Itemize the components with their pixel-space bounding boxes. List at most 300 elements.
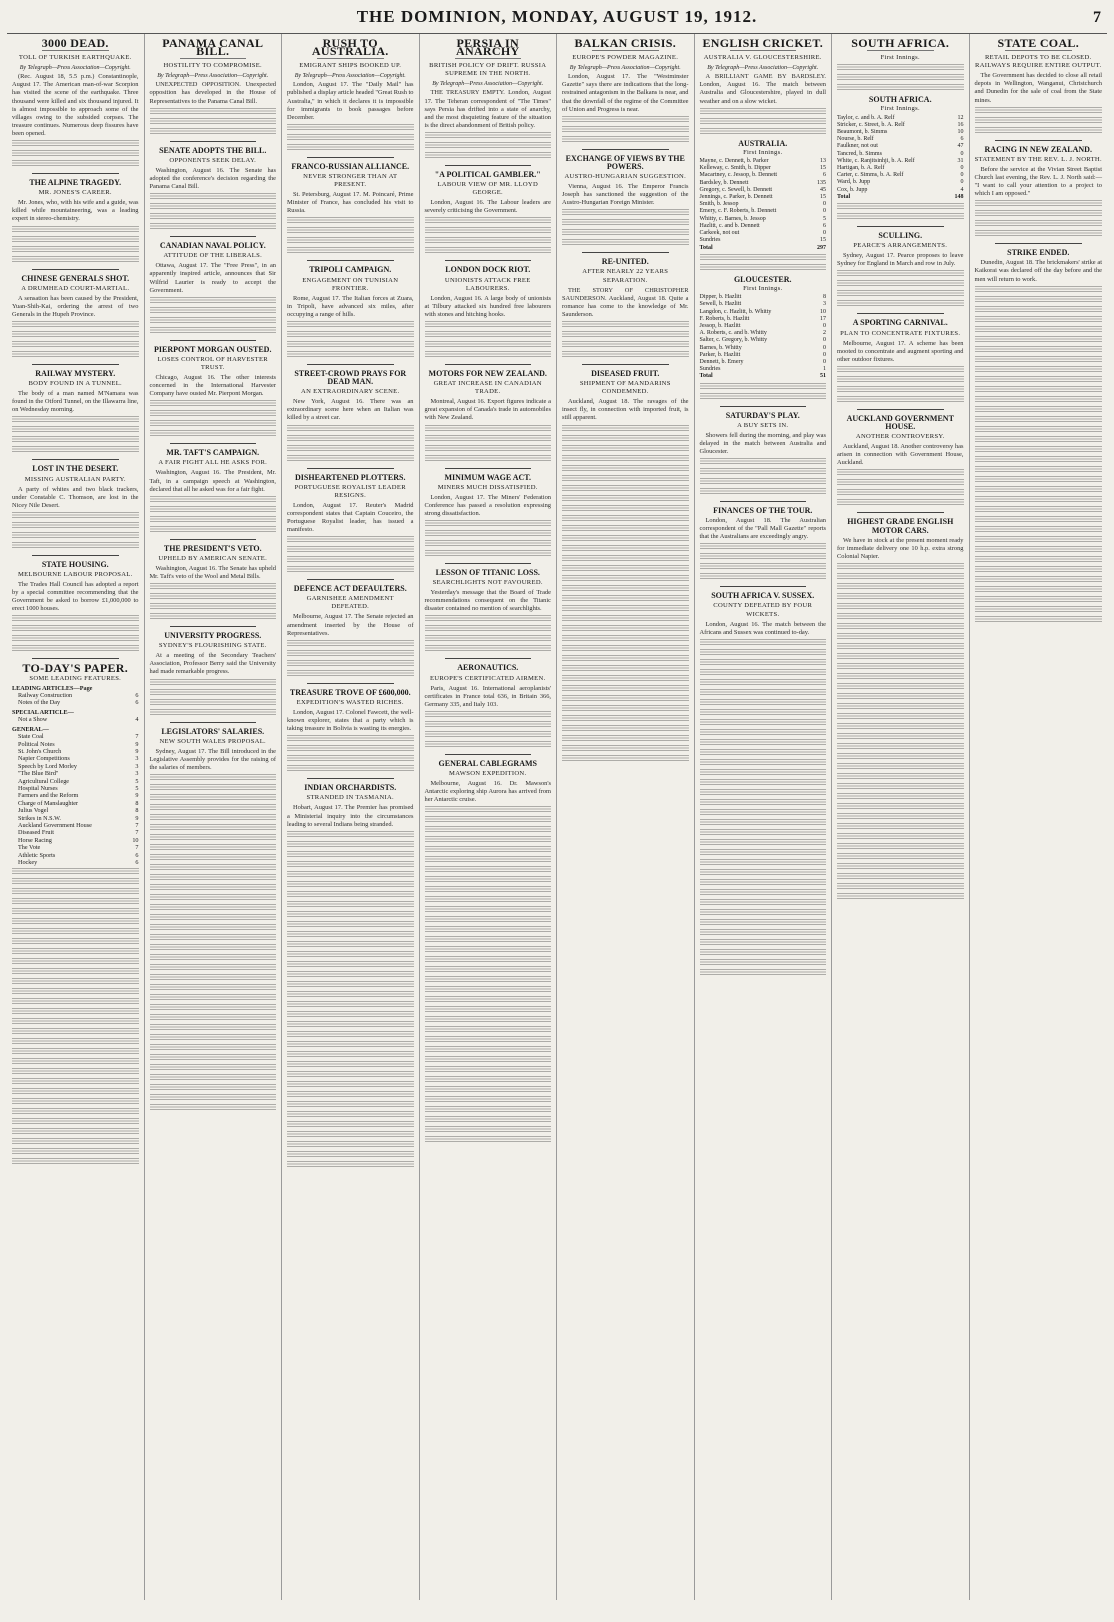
text-filler xyxy=(287,1131,414,1139)
section-body: Washington, August 16. The Senate has upheld Mr. Taft's veto of the Wool and Metal Bills. xyxy=(149,564,276,580)
feature-item xyxy=(12,785,139,792)
text-filler xyxy=(700,759,827,767)
section-subhead: COUNTY DEFEATED BY FOUR WICKETS. xyxy=(713,602,813,618)
text-filler xyxy=(12,1128,139,1136)
section-headline: STREET-CROWD PRAYS FOR DEAD MAN. xyxy=(294,368,407,387)
headline: RUSH TO AUSTRALIA. xyxy=(311,36,389,59)
section-rule xyxy=(445,658,532,659)
text-filler xyxy=(425,152,552,160)
feature-item xyxy=(12,852,139,859)
text-filler xyxy=(562,136,689,144)
text-filler xyxy=(287,755,414,763)
text-filler xyxy=(150,430,277,438)
text-filler xyxy=(700,819,827,827)
scorecard xyxy=(700,140,827,252)
text-filler xyxy=(837,893,964,901)
text-filler xyxy=(837,623,964,631)
text-filler xyxy=(562,455,689,463)
feature-page: 9 xyxy=(135,747,139,755)
section-body: We have in stock at the present moment ready for immediate delivery one 10 h.p. extra strong Colonial Napier. xyxy=(837,536,964,560)
text-filler xyxy=(700,779,827,787)
feature-label: St. John's Church xyxy=(18,747,62,755)
batsman: Dipper, b. Hazlitt xyxy=(699,294,742,301)
text-filler xyxy=(562,505,689,513)
text-filler xyxy=(425,1016,552,1024)
text-filler xyxy=(425,615,552,623)
section-subhead: MINERS MUCH DISSATISFIED. xyxy=(437,483,538,491)
text-filler xyxy=(150,1064,277,1072)
text-filler xyxy=(837,673,964,681)
column-3 xyxy=(282,34,420,1600)
runs: 15 xyxy=(820,237,826,244)
section-body: Sydney, August 17. The Bill introduced in the Legislative Assembly provides for the raising of the salaries of members. xyxy=(149,747,276,771)
text-filler xyxy=(287,124,414,132)
runs: 10 xyxy=(820,308,826,315)
text-filler xyxy=(150,834,277,842)
text-filler xyxy=(425,237,552,245)
text-filler xyxy=(562,555,689,563)
text-filler xyxy=(700,679,827,687)
text-filler xyxy=(562,229,689,237)
scorecard-row xyxy=(700,352,827,359)
section-subhead: MELBOURNE LABOUR PROPOSAL. xyxy=(17,571,133,578)
batsman: Salter, c. Gregory, b. Whitty xyxy=(699,337,768,344)
section-subhead: AN EXTRAORDINARY SCENE. xyxy=(301,388,400,396)
feature-item xyxy=(12,822,139,829)
text-filler xyxy=(425,1036,552,1044)
text-filler xyxy=(287,1031,414,1039)
section-subhead: MAWSON EXPEDITION. xyxy=(449,770,527,778)
scorecard-row xyxy=(837,179,964,186)
text-filler xyxy=(12,522,139,530)
text-filler xyxy=(700,839,827,847)
section-body: The Trades Hall Council has adopted a report by a special committee recommending that the Government be asked to borrow £1,000,000 to erect 1000 houses. xyxy=(12,581,139,613)
text-filler xyxy=(975,526,1103,534)
text-filler xyxy=(425,331,552,339)
runs: 5 xyxy=(823,215,826,222)
text-filler xyxy=(975,546,1103,554)
text-filler xyxy=(975,346,1103,354)
text-filler xyxy=(12,512,139,520)
runs: 135 xyxy=(817,179,826,186)
text-filler xyxy=(700,108,827,116)
text-filler xyxy=(975,376,1103,384)
text-filler xyxy=(150,108,277,116)
batsman: Parker, b. Hazlitt xyxy=(699,351,741,358)
text-filler xyxy=(287,991,414,999)
section-body: Chicago, August 16. The other interests concerned in the International Harvester Company have ousted Mr. Pierpont Morgan. xyxy=(149,373,276,398)
divider xyxy=(1005,50,1073,51)
section-rule xyxy=(170,236,257,237)
text-filler xyxy=(150,213,277,221)
text-filler xyxy=(700,879,827,887)
section-body: London, August 17. The Miners' Federation Conference has passed a resolution expressing strong dissatisfaction. xyxy=(424,493,551,517)
scorecard-row xyxy=(700,216,827,223)
feature-page: 6 xyxy=(135,851,139,859)
text-filler xyxy=(700,488,827,496)
section-headline: LOST IN THE DESERT. xyxy=(32,464,119,474)
feature-label: Athletic Sports xyxy=(18,851,56,859)
text-filler xyxy=(287,566,414,574)
text-filler xyxy=(425,1076,552,1084)
section-body: Melbourne, August 17. A scheme has been mooted to concentrate and augment sporting and other outdoor fixtures. xyxy=(837,339,964,363)
text-filler xyxy=(12,938,139,946)
section-subhead: AFTER NEARLY 22 YEARS SEPARATION. xyxy=(582,268,669,284)
text-filler xyxy=(837,713,964,721)
text-filler xyxy=(975,356,1103,364)
masthead-title: THE DOMINION, MONDAY, AUGUST 19, 1912. xyxy=(356,7,758,26)
text-filler xyxy=(975,336,1103,344)
text-filler xyxy=(837,396,964,404)
text-filler xyxy=(287,891,414,899)
divider xyxy=(42,50,109,51)
section-rule xyxy=(307,260,394,261)
text-filler xyxy=(150,679,277,687)
feature-item xyxy=(12,685,139,692)
text-filler xyxy=(425,711,552,719)
section-body: Sydney, August 17. Pearce proposes to leave Sydney for England in March and row in July. xyxy=(837,252,964,268)
text-filler xyxy=(975,516,1103,524)
section-rule xyxy=(445,468,532,469)
text-filler xyxy=(837,386,964,394)
text-filler xyxy=(150,307,277,315)
text-filler xyxy=(12,446,139,454)
text-filler xyxy=(287,351,414,359)
section-headline: MINIMUM WAGE ACT. xyxy=(444,472,532,482)
feature-item xyxy=(12,837,139,844)
scorecard-team: GLOUCESTER. xyxy=(733,274,792,284)
text-filler xyxy=(12,878,139,886)
text-filler xyxy=(837,633,964,641)
total-label: Total xyxy=(837,193,851,200)
scorecard-row xyxy=(700,309,827,316)
feature-item xyxy=(12,859,139,866)
article-body: London, August 17. The "Westminster Gazette" says there are indications that the long-restrained antagonism in the Balkans is near, and that the downfall of the regime of the Committee of Union and Progress is near. xyxy=(562,73,689,113)
feature-item xyxy=(12,815,139,822)
section-rule xyxy=(857,409,944,410)
text-filler xyxy=(837,873,964,881)
section-subhead: EUROPE'S CERTIFICATED AIRMEN. xyxy=(429,674,546,682)
columns xyxy=(7,34,1107,1600)
feature-item xyxy=(12,709,139,716)
section-body: Melbourne, August 16. Dr. Mawson's Antarctic exploring ship Aurora has arrived from her Antarctic cruise. xyxy=(424,780,551,804)
text-filler xyxy=(150,118,277,126)
runs: 16 xyxy=(957,121,964,128)
text-filler xyxy=(150,1044,277,1052)
text-filler xyxy=(12,958,139,966)
text-filler xyxy=(425,1126,552,1134)
text-filler xyxy=(150,804,277,812)
text-filler xyxy=(425,836,552,844)
section-headline: STRIKE ENDED. xyxy=(1007,248,1070,258)
text-filler xyxy=(287,660,414,668)
text-filler xyxy=(12,908,139,916)
feature-page: 7 xyxy=(135,821,139,829)
feature-label: SPECIAL ARTICLE— xyxy=(12,708,74,716)
section-headline: RACING IN NEW ZEALAND. xyxy=(984,144,1092,154)
feature-label: Hospital Nurses xyxy=(18,784,58,792)
text-filler xyxy=(12,331,139,339)
text-filler xyxy=(562,126,689,134)
section-rule xyxy=(307,157,394,158)
text-filler xyxy=(425,1106,552,1114)
text-filler xyxy=(287,851,414,859)
text-filler xyxy=(287,921,414,929)
text-filler xyxy=(287,971,414,979)
headline: ENGLISH CRICKET. xyxy=(702,36,824,50)
section-rule xyxy=(857,226,944,227)
text-filler xyxy=(700,264,827,272)
section-body: New York, August 16. There was an extraordinary scene here when an Italian was killed by a street car. xyxy=(287,398,414,422)
text-filler xyxy=(700,769,827,777)
section-body: London, August 16. A large body of unionists at Tilbury attacked six hundred free labourers with stones and hitching hooks. xyxy=(424,294,551,318)
text-filler xyxy=(287,1091,414,1099)
feature-label: Railway Construction xyxy=(18,692,73,700)
text-filler xyxy=(975,566,1103,574)
text-filler xyxy=(287,951,414,959)
column-5 xyxy=(557,34,695,1600)
section-subhead: EXPEDITION'S WASTED RICHES. xyxy=(296,698,404,706)
runs: 6 xyxy=(960,136,964,143)
text-filler xyxy=(425,247,552,255)
text-filler xyxy=(562,755,689,763)
text-filler xyxy=(287,1011,414,1019)
text-filler xyxy=(150,203,277,211)
batsman: Cox, b. Jupp xyxy=(837,186,868,193)
feature-label: Hockey xyxy=(18,859,38,866)
text-filler xyxy=(562,341,689,349)
text-filler xyxy=(287,331,414,339)
text-filler xyxy=(425,876,552,884)
feature-page: 5 xyxy=(135,784,139,792)
feature-item xyxy=(12,726,139,733)
runs: 17 xyxy=(820,315,826,322)
section-subhead: A DRUMHEAD COURT-MARTIAL. xyxy=(21,284,130,292)
text-filler xyxy=(975,596,1103,604)
text-filler xyxy=(425,731,552,739)
section-subhead: SYDNEY'S FLOURISHING STATE. xyxy=(158,642,267,650)
text-filler xyxy=(700,563,827,571)
section-rule xyxy=(32,555,119,556)
text-filler xyxy=(837,763,964,771)
scorecard-total xyxy=(700,245,827,252)
text-filler xyxy=(150,709,277,717)
text-filler xyxy=(287,217,414,225)
scorecard-row xyxy=(837,172,964,179)
section-headline: LEGISLATORS' SALARIES. xyxy=(161,726,265,736)
text-filler xyxy=(700,959,827,967)
text-filler xyxy=(150,193,277,201)
text-filler xyxy=(150,974,277,982)
feature-item xyxy=(12,755,139,762)
divider xyxy=(592,50,659,51)
scorecard-team: SOUTH AFRICA. xyxy=(868,95,932,105)
text-filler xyxy=(12,615,139,623)
text-filler xyxy=(150,924,277,932)
section-rule xyxy=(307,468,394,469)
scorecard-innings: First Innings. xyxy=(743,148,783,156)
text-filler xyxy=(562,665,689,673)
text-filler xyxy=(425,806,552,814)
text-filler xyxy=(150,327,277,335)
runs: 0 xyxy=(823,358,826,365)
feature-item xyxy=(12,699,139,706)
text-filler xyxy=(287,941,414,949)
text-filler xyxy=(150,884,277,892)
feature-page: 9 xyxy=(135,814,139,822)
subheadline: First Innings. xyxy=(880,54,920,62)
text-filler xyxy=(150,128,277,136)
text-filler xyxy=(12,1098,139,1106)
runs: 8 xyxy=(823,294,826,301)
text-filler xyxy=(287,765,414,773)
section-headline: FRANCO-RUSSIAN ALLIANCE. xyxy=(291,161,410,171)
text-filler xyxy=(150,1084,277,1092)
runs: 3 xyxy=(823,301,826,308)
text-filler xyxy=(150,894,277,902)
section-subhead: MR. JONES'S CAREER. xyxy=(38,189,112,197)
text-filler xyxy=(150,516,277,524)
text-filler xyxy=(287,455,414,463)
section-subhead: STRANDED IN TASMANIA. xyxy=(306,794,395,802)
runs: 10 xyxy=(957,129,964,135)
text-filler xyxy=(425,455,552,463)
feature-page: 5 xyxy=(135,777,139,785)
section-body: Vienna, August 16. The Emperor Francis Joseph has sanctioned the suggestion of the Austro-Hungarian Foreign Minister. xyxy=(562,183,689,207)
masthead xyxy=(7,7,1107,34)
feature-label: Horse Racing xyxy=(18,836,52,844)
batsman: Stricker, c. Street, b. A. Relf xyxy=(837,121,905,128)
section-body: London, August 17. Reuter's Madrid correspondent states that Captain Couceiro, the Portuguese Royalist leader, has issued a manifesto. xyxy=(287,501,414,534)
text-filler xyxy=(562,705,689,713)
column-4 xyxy=(420,34,558,1600)
text-filler xyxy=(12,918,139,926)
text-filler xyxy=(975,366,1103,374)
text-filler xyxy=(150,984,277,992)
text-filler xyxy=(562,645,689,653)
text-filler xyxy=(287,1121,414,1129)
column-1 xyxy=(7,34,145,1600)
text-filler xyxy=(425,1116,552,1124)
section-body: The body of a man named M'Namara was found in the Otford Tunnel, on the Illawarra line, on Wednesday morning. xyxy=(12,390,139,414)
section-rule xyxy=(307,364,394,365)
text-filler xyxy=(12,246,139,254)
feature-label: Auckland Government House xyxy=(18,821,92,829)
batsman: Macartney, c. Jessop, b. Dennett xyxy=(699,172,778,179)
subheadline: AUSTRALIA V. GLOUCESTERSHIRE. xyxy=(703,54,822,62)
section-body: Melbourne, August 17. The Senate rejected an amendment inserted by the House of Representatives. xyxy=(287,613,414,637)
scorecard-row xyxy=(700,294,827,301)
text-filler xyxy=(150,223,277,231)
scorecard-row xyxy=(700,230,827,237)
batsman: Dennett, b. Emery xyxy=(699,358,744,365)
feature-label: Farmers and the Reform xyxy=(18,792,79,800)
runs: 15 xyxy=(820,165,826,172)
text-filler xyxy=(287,546,414,554)
text-filler xyxy=(975,456,1103,464)
section-rule xyxy=(445,563,532,564)
scorecard-row xyxy=(837,136,964,143)
text-filler xyxy=(700,799,827,807)
byline: By Telegraph—Press Association—Copyright. xyxy=(569,65,681,72)
text-filler xyxy=(287,1151,414,1159)
text-filler xyxy=(562,475,689,483)
text-filler xyxy=(837,300,964,308)
section-rule xyxy=(307,579,394,580)
section-headline: SCULLING. xyxy=(878,231,923,241)
section-rule xyxy=(32,269,119,270)
text-filler xyxy=(12,351,139,359)
text-filler xyxy=(287,931,414,939)
text-filler xyxy=(12,1068,139,1076)
text-filler xyxy=(700,383,827,391)
text-filler xyxy=(287,134,414,142)
column-2 xyxy=(145,34,283,1600)
text-filler xyxy=(975,220,1103,228)
text-filler xyxy=(425,530,552,538)
text-filler xyxy=(700,689,827,697)
text-filler xyxy=(12,1158,139,1166)
text-filler xyxy=(700,719,827,727)
text-filler xyxy=(562,685,689,693)
text-filler xyxy=(425,217,552,225)
text-filler xyxy=(12,1008,139,1016)
text-filler xyxy=(837,783,964,791)
section-headline: "A POLITICAL GAMBLER." xyxy=(434,169,541,179)
scorecard-row xyxy=(700,359,827,366)
feature-item xyxy=(12,741,139,748)
text-filler xyxy=(562,615,689,623)
section-headline: INDIAN ORCHARDISTS. xyxy=(304,783,397,793)
text-filler xyxy=(975,586,1103,594)
text-filler xyxy=(837,663,964,671)
text-filler xyxy=(837,773,964,781)
text-filler xyxy=(975,496,1103,504)
text-filler xyxy=(562,351,689,359)
text-filler xyxy=(700,849,827,857)
text-filler xyxy=(12,645,139,653)
text-filler xyxy=(562,625,689,633)
text-filler xyxy=(837,280,964,288)
text-filler xyxy=(562,655,689,663)
section-subhead: ENGAGEMENT ON TUNISIAN FRONTIER. xyxy=(302,276,399,292)
section-headline: AUCKLAND GOVERNMENT HOUSE. xyxy=(846,413,954,431)
text-filler xyxy=(12,1108,139,1116)
text-filler xyxy=(150,954,277,962)
text-filler xyxy=(700,829,827,837)
column-6 xyxy=(695,34,833,1600)
scorecard-row xyxy=(700,208,827,215)
scorecard xyxy=(700,276,827,381)
batsman: Sundries xyxy=(699,237,721,244)
runs: 0 xyxy=(823,230,826,237)
text-filler xyxy=(287,1161,414,1169)
text-filler xyxy=(150,526,277,534)
text-filler xyxy=(425,926,552,934)
text-filler xyxy=(562,595,689,603)
text-filler xyxy=(562,635,689,643)
text-filler xyxy=(562,605,689,613)
divider xyxy=(867,50,934,51)
batsman: Jennings, c. Parker, b. Dennett xyxy=(699,194,773,201)
text-filler xyxy=(562,515,689,523)
section-headline: UNIVERSITY PROGRESS. xyxy=(164,631,262,641)
text-filler xyxy=(975,296,1103,304)
text-filler xyxy=(837,643,964,651)
text-filler xyxy=(700,458,827,466)
scorecard-total xyxy=(837,194,964,201)
section-headline: EXCHANGE OF VIEWS BY THE POWERS. xyxy=(565,153,685,171)
